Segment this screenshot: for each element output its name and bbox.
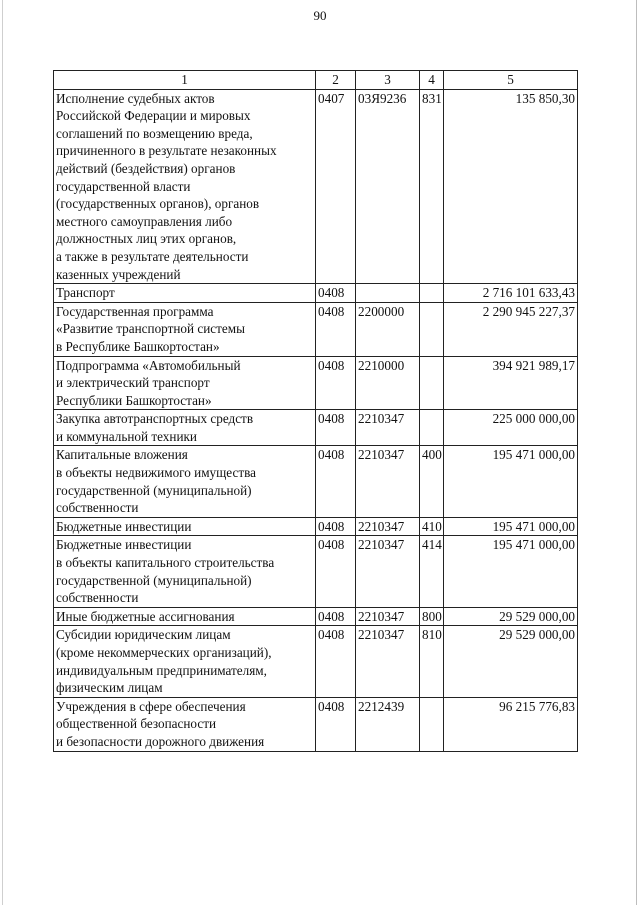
cell-target-code: 2210347	[356, 410, 420, 446]
cell-section-code: 0408	[316, 626, 356, 697]
cell-section-code: 0408	[316, 607, 356, 626]
cell-name-line: и коммунальной техники	[56, 428, 197, 444]
table-row	[54, 410, 578, 446]
cell-name	[54, 697, 316, 751]
cell-name	[54, 356, 316, 410]
cell-name-line: Республики Башкортостан»	[56, 392, 212, 408]
cell-section-code: 0408	[316, 410, 356, 446]
cell-expense-type	[420, 410, 444, 446]
cell-expense-type: 400	[420, 446, 444, 517]
cell-name-line: Исполнение судебных актов	[56, 90, 215, 106]
cell-amount: 195 471 000,00	[444, 517, 578, 536]
cell-name-line: (государственных органов), органов	[56, 196, 260, 212]
cell-amount: 29 529 000,00	[444, 607, 578, 626]
cell-name-line: местного самоуправления либо	[56, 213, 233, 229]
cell-name-line: действий (бездействия) органов	[56, 160, 236, 176]
cell-target-code: 03Я9236	[356, 89, 420, 284]
cell-name-line: в объекты недвижимого имущества	[56, 465, 256, 481]
cell-amount: 225 000 000,00	[444, 410, 578, 446]
cell-expense-type: 800	[420, 607, 444, 626]
cell-name-line: общественной безопасности	[56, 716, 217, 732]
cell-name-line: собственности	[56, 500, 139, 516]
cell-name-line: Российской Федерации и мировых	[56, 108, 251, 124]
cell-amount: 29 529 000,00	[444, 626, 578, 697]
cell-name-line: Капитальные вложения	[56, 447, 188, 463]
cell-name-line: Транспорт	[56, 285, 115, 301]
cell-name	[54, 89, 316, 284]
cell-name-line: индивидуальным предпринимателям,	[56, 662, 267, 678]
cell-expense-type	[420, 356, 444, 410]
cell-amount: 2 716 101 633,43	[444, 284, 578, 303]
table-row	[54, 284, 578, 303]
cell-name-line: причиненного в результате незаконных	[56, 143, 277, 159]
cell-name-line: соглашений по возмещению вреда,	[56, 125, 253, 141]
cell-name-line: Государственная программа	[56, 303, 214, 319]
cell-name-line: в Республике Башкортостан»	[56, 338, 220, 354]
table-row	[54, 446, 578, 517]
cell-target-code: 2210347	[356, 536, 420, 607]
header-col-2: 2	[316, 71, 356, 90]
cell-name-line: собственности	[56, 590, 139, 606]
table-row	[54, 607, 578, 626]
cell-name-line: Иные бюджетные ассигнования	[56, 608, 235, 624]
table-row	[54, 302, 578, 356]
table-row	[54, 626, 578, 697]
cell-name-line: (кроме некоммерческих организаций),	[56, 645, 272, 660]
cell-expense-type	[420, 697, 444, 751]
cell-name-line: Субсидии юридическим лицам	[56, 627, 231, 643]
cell-name-line: «Развитие транспортной системы	[56, 321, 245, 337]
cell-name-line: в объекты капитального строительства	[56, 555, 275, 571]
cell-name-line: должностных лиц этих органов,	[56, 231, 237, 247]
cell-expense-type	[420, 284, 444, 303]
cell-name	[54, 607, 316, 626]
cell-name-line: и электрический транспорт	[56, 375, 210, 391]
cell-name-line: государственной (муниципальной)	[56, 572, 252, 588]
cell-section-code: 0408	[316, 517, 356, 536]
cell-name-line: Подпрограмма «Автомобильный	[56, 357, 241, 373]
cell-amount: 394 921 989,17	[444, 356, 578, 410]
header-col-4: 4	[420, 71, 444, 90]
cell-expense-type: 831	[420, 89, 444, 284]
cell-target-code	[356, 284, 420, 303]
cell-name-line: Закупка автотранспортных средств	[56, 411, 254, 427]
cell-amount: 195 471 000,00	[444, 536, 578, 607]
cell-name-line: и безопасности дорожного движения	[56, 733, 265, 749]
table-row	[54, 356, 578, 410]
table-row	[54, 536, 578, 607]
cell-section-code: 0408	[316, 446, 356, 517]
cell-section-code: 0407	[316, 89, 356, 284]
header-col-5: 5	[444, 71, 578, 90]
cell-section-code: 0408	[316, 284, 356, 303]
cell-target-code: 2210347	[356, 446, 420, 517]
cell-expense-type: 414	[420, 536, 444, 607]
cell-amount: 2 290 945 227,37	[444, 302, 578, 356]
cell-section-code: 0408	[316, 536, 356, 607]
cell-section-code: 0408	[316, 356, 356, 410]
table-header-row	[54, 71, 578, 90]
cell-name	[54, 410, 316, 446]
cell-target-code: 2210347	[356, 626, 420, 697]
cell-amount: 195 471 000,00	[444, 446, 578, 517]
cell-name-line: Учреждения в сфере обеспечения	[56, 698, 246, 714]
cell-name-line: государственной власти	[56, 178, 191, 194]
cell-section-code: 0408	[316, 302, 356, 356]
cell-name	[54, 284, 316, 303]
table-row	[54, 517, 578, 536]
cell-target-code: 2210347	[356, 517, 420, 536]
cell-name-line: государственной (муниципальной)	[56, 482, 252, 498]
table-row	[54, 89, 578, 284]
cell-amount: 135 850,30	[444, 89, 578, 284]
cell-name-line: физическим лицам	[56, 680, 163, 696]
table-row	[54, 697, 578, 751]
cell-target-code: 2210000	[356, 356, 420, 410]
cell-expense-type: 810	[420, 626, 444, 697]
header-col-3: 3	[356, 71, 420, 90]
page-number: 90	[313, 8, 327, 23]
scan-left-edge	[2, 0, 3, 905]
cell-target-code: 2212439	[356, 697, 420, 751]
cell-name	[54, 536, 316, 607]
cell-name-line: а также в результате деятельности	[56, 248, 249, 264]
budget-table	[53, 70, 578, 752]
table-body	[54, 89, 578, 751]
cell-name	[54, 517, 316, 536]
cell-name	[54, 446, 316, 517]
cell-target-code: 2200000	[356, 302, 420, 356]
cell-name-line: Бюджетные инвестиции	[56, 518, 192, 534]
cell-amount: 96 215 776,83	[444, 697, 578, 751]
scan-right-edge	[636, 0, 637, 905]
cell-name	[54, 626, 316, 697]
cell-name-line: казенных учреждений	[56, 266, 181, 282]
header-col-1: 1	[54, 71, 316, 90]
cell-target-code: 2210347	[356, 607, 420, 626]
cell-name	[54, 302, 316, 356]
cell-expense-type: 410	[420, 517, 444, 536]
cell-section-code: 0408	[316, 697, 356, 751]
cell-name-line: Бюджетные инвестиции	[56, 537, 192, 553]
cell-expense-type	[420, 302, 444, 356]
